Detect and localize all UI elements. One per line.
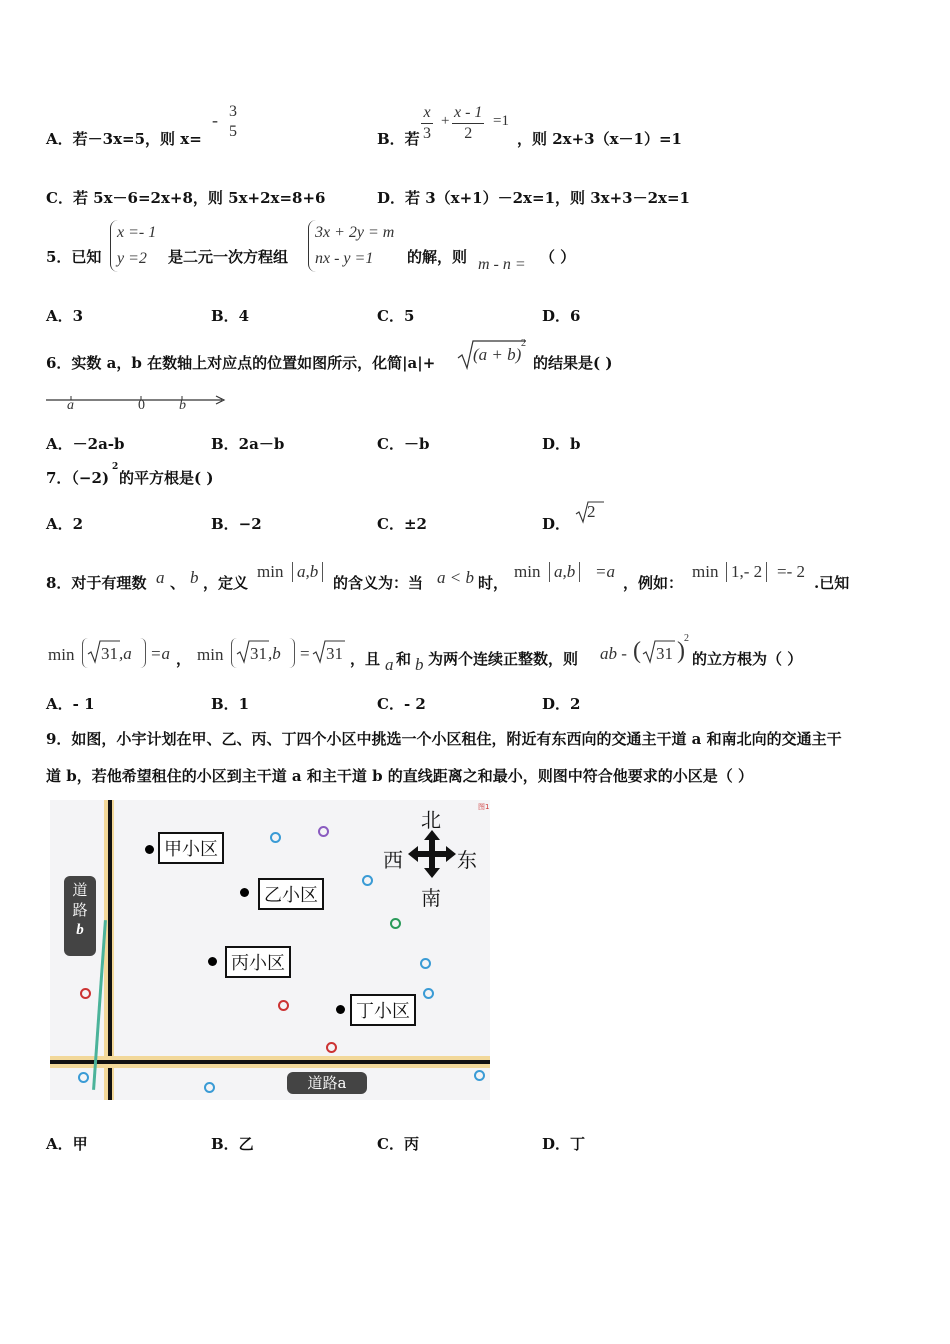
q6-option-d: D．b [542,435,581,453]
q8-l2-paren-close: ) [677,638,685,664]
label-yi: 乙小区 [258,878,324,910]
q5-after: 的解，则 [407,248,468,266]
ding-dot [336,1005,345,1014]
compass-north: 北 [421,808,441,832]
poi-icon [326,1042,337,1053]
q9-option-a: A．甲 [46,1135,88,1153]
q4-b-frac1 [421,103,433,144]
q8-l2-expr: ab - [600,644,627,663]
q6-option-c: C．－b [377,435,430,453]
q4-option-b [377,128,420,149]
q8-option-d: D．2 [542,695,581,713]
q4-b-f2-den: 2 [464,125,473,142]
q8-eq-a: =a [595,562,615,581]
q8-l2-tail: 的立方根为（ ） [692,650,803,668]
q8-var-a: a [156,568,165,587]
road-b-tag-char3: b [76,922,84,938]
q8-l2-var-b: b [415,655,424,674]
q5-sys1-line1: x =- 1 [117,224,157,241]
poi-icon [78,1072,89,1083]
q8-l2-eq-1: =a [150,644,170,663]
q6-axis-label-0: 0 [138,398,145,413]
q4-option-d: D．若 3（x+1）－2x=1，则 3x+3－2x=1 [377,189,690,207]
q8-var-b: b [190,568,199,587]
q4-b-suffix: ，则 2x+3（x－1）=1 [517,130,682,148]
q5-sys2-line1: 3x + 2y = m [315,224,395,241]
q8-known: .已知 [814,574,850,592]
q8-min-3: min [692,562,719,581]
q4-b-plus: + [441,113,450,129]
q8-l2-exp: 2 [684,633,689,644]
map-number: 图1 [478,803,490,811]
poi-icon [270,832,281,843]
q6-prefix: 6．实数 a，b 在数轴上对应点的位置如图所示，化简|a|+ [46,354,436,372]
q8-l2-consec: 为两个连续正整数，则 [428,650,579,668]
q4-a-fraction [227,102,239,142]
q4-a-den: 5 [229,123,237,140]
q8-min-3-args: 1,- 2 [726,562,767,582]
q7-option-a: A．2 [46,515,84,533]
q8-l2-min-1-rest: ,a [119,644,132,663]
q5-system1 [110,220,156,272]
q8-when: 时， [478,574,509,592]
q8-meaning: 的含义为：当 [333,574,424,592]
q8-min-2-args: a,b [549,562,580,582]
q7-sqrt-value: 2 [587,502,596,521]
q9-map [50,800,490,1100]
q5-mid: 是二元一次方程组 [168,248,289,266]
q5-option-a: A．3 [46,307,84,325]
q8-l2-paren-open: ( [633,638,641,664]
q4-b-f1-den: 3 [423,125,431,142]
road-b-tag-char1: 道 [72,881,88,899]
q8-l2-he: 和 [396,650,412,668]
poi-icon [80,988,91,999]
q8-min-1: min [257,562,284,581]
q8-l2-eq-2: = [300,644,310,663]
q6-exponent: 2 [521,338,526,349]
q9-option-b: B．乙 [211,1135,254,1153]
label-bing: 丙小区 [225,946,291,978]
road-b-line [108,800,112,1100]
q7-prefix: 7．（−2) [46,469,110,487]
q9-line2: 道 b，若他希望租住的小区到主干道 a 和主干道 b 的直线距离之和最小，则图中符合他要求的小区是（ ） [46,767,754,785]
road-b-tag [64,876,96,956]
q8-eq-m2: =- 2 [777,562,805,581]
road-a-tag: 道路a [287,1072,367,1094]
q4-a-num: 3 [229,103,237,120]
q8-option-a: A．- 1 [46,695,95,713]
q5-sys2-line2: nx - y =1 [315,250,374,267]
q7-option-b: B．−2 [211,515,262,533]
q8-intro: 8．对于有理数 [46,574,147,592]
q6-suffix: 的结果是( ) [533,354,613,372]
bing-dot [208,957,217,966]
q6-option-b: B．2a－b [211,435,285,453]
poi-icon [318,826,329,837]
q4-b-f1-num: x [421,103,433,124]
poi-icon [204,1082,215,1093]
q6-axis-label-a: a [67,398,74,413]
q4-a-minus: - [212,110,218,130]
q6-radicand: (a + b) [473,345,522,364]
q7-exponent: 2 [112,462,119,472]
poi-icon [390,918,401,929]
compass-east: 东 [457,848,477,872]
poi-icon [362,875,373,886]
q7-option-d: D． [542,515,571,533]
q7-option-c: C．±2 [377,515,427,533]
q4-b-f2-num: x - 1 [452,103,484,124]
compass-west: 西 [383,848,403,872]
q5-option-b: B．4 [211,307,250,325]
q9-option-d: D．丁 [542,1135,586,1153]
poi-icon [420,958,431,969]
q8-l2-var-a: a [385,655,394,674]
q4-b-prefix: B．若 [377,130,420,148]
q8-l2-comma: ， [176,650,192,668]
label-ding: 丁小区 [350,994,416,1026]
q8-l2-sqrt-1-val: 31 [101,644,118,663]
q5-expr: m - n = [478,256,526,273]
q9-line1: 9．如图，小宇计划在甲、乙、丙、丁四个小区中挑选一个小区租住，附近有东西向的交通主干道 a 和南北向的交通主干 [46,730,842,748]
poi-icon [474,1070,485,1081]
q8-l2-sqrt-4-val: 31 [656,644,673,663]
q6-option-a: A．－2a-b [46,435,125,453]
q5-option-d: D．6 [542,307,581,325]
q4-b-frac2 [452,103,484,144]
q6-axis-label-b: b [179,398,186,413]
q5-end: （ ） [540,248,576,266]
q4-a-text: A．若－3x=5，则 x= [46,130,202,148]
q5-prefix: 5．已知 [46,248,102,266]
q8-l2-min-2-rest: ,b [268,644,281,663]
road-a-line [50,1060,490,1064]
q4-option-c: C．若 5x－6=2x+8，则 5x+2x=8+6 [46,189,326,207]
q8-l2-min-1: min [48,645,75,664]
q8-option-c: C．- 2 [377,695,426,713]
yi-dot [240,888,249,897]
q8-define: ，定义 [203,574,249,592]
poi-icon [278,1000,289,1011]
q8-l2-sqrt-3-val: 31 [326,644,343,663]
compass-arrows-icon [408,830,456,878]
q8-example: ，例如： [623,574,684,592]
q8-min-2: min [514,562,541,581]
q8-option-b: B．1 [211,695,250,713]
q9-option-c: C．丙 [377,1135,419,1153]
q8-min-1-args: a,b [292,562,323,582]
q8-l2-min-2: min [197,645,224,664]
q5-sys1-line2: y =2 [117,250,147,267]
q8-l2-and: ，且 [350,650,381,668]
poi-icon [423,988,434,999]
road-b-tag-char2: 路 [72,901,88,919]
q7-suffix: 的平方根是( ) [119,469,214,487]
q4-option-a [46,128,202,149]
jia-dot [145,845,154,854]
q8-sep: 、 [170,574,186,592]
q4-b-eq: =1 [493,113,509,129]
q8-l2-sqrt-2-val: 31 [250,644,267,663]
q5-option-c: C．5 [377,307,415,325]
q8-condition: a < b [437,568,474,587]
label-jia: 甲小区 [158,832,224,864]
compass-south: 南 [421,886,441,910]
q5-system2 [308,220,394,272]
